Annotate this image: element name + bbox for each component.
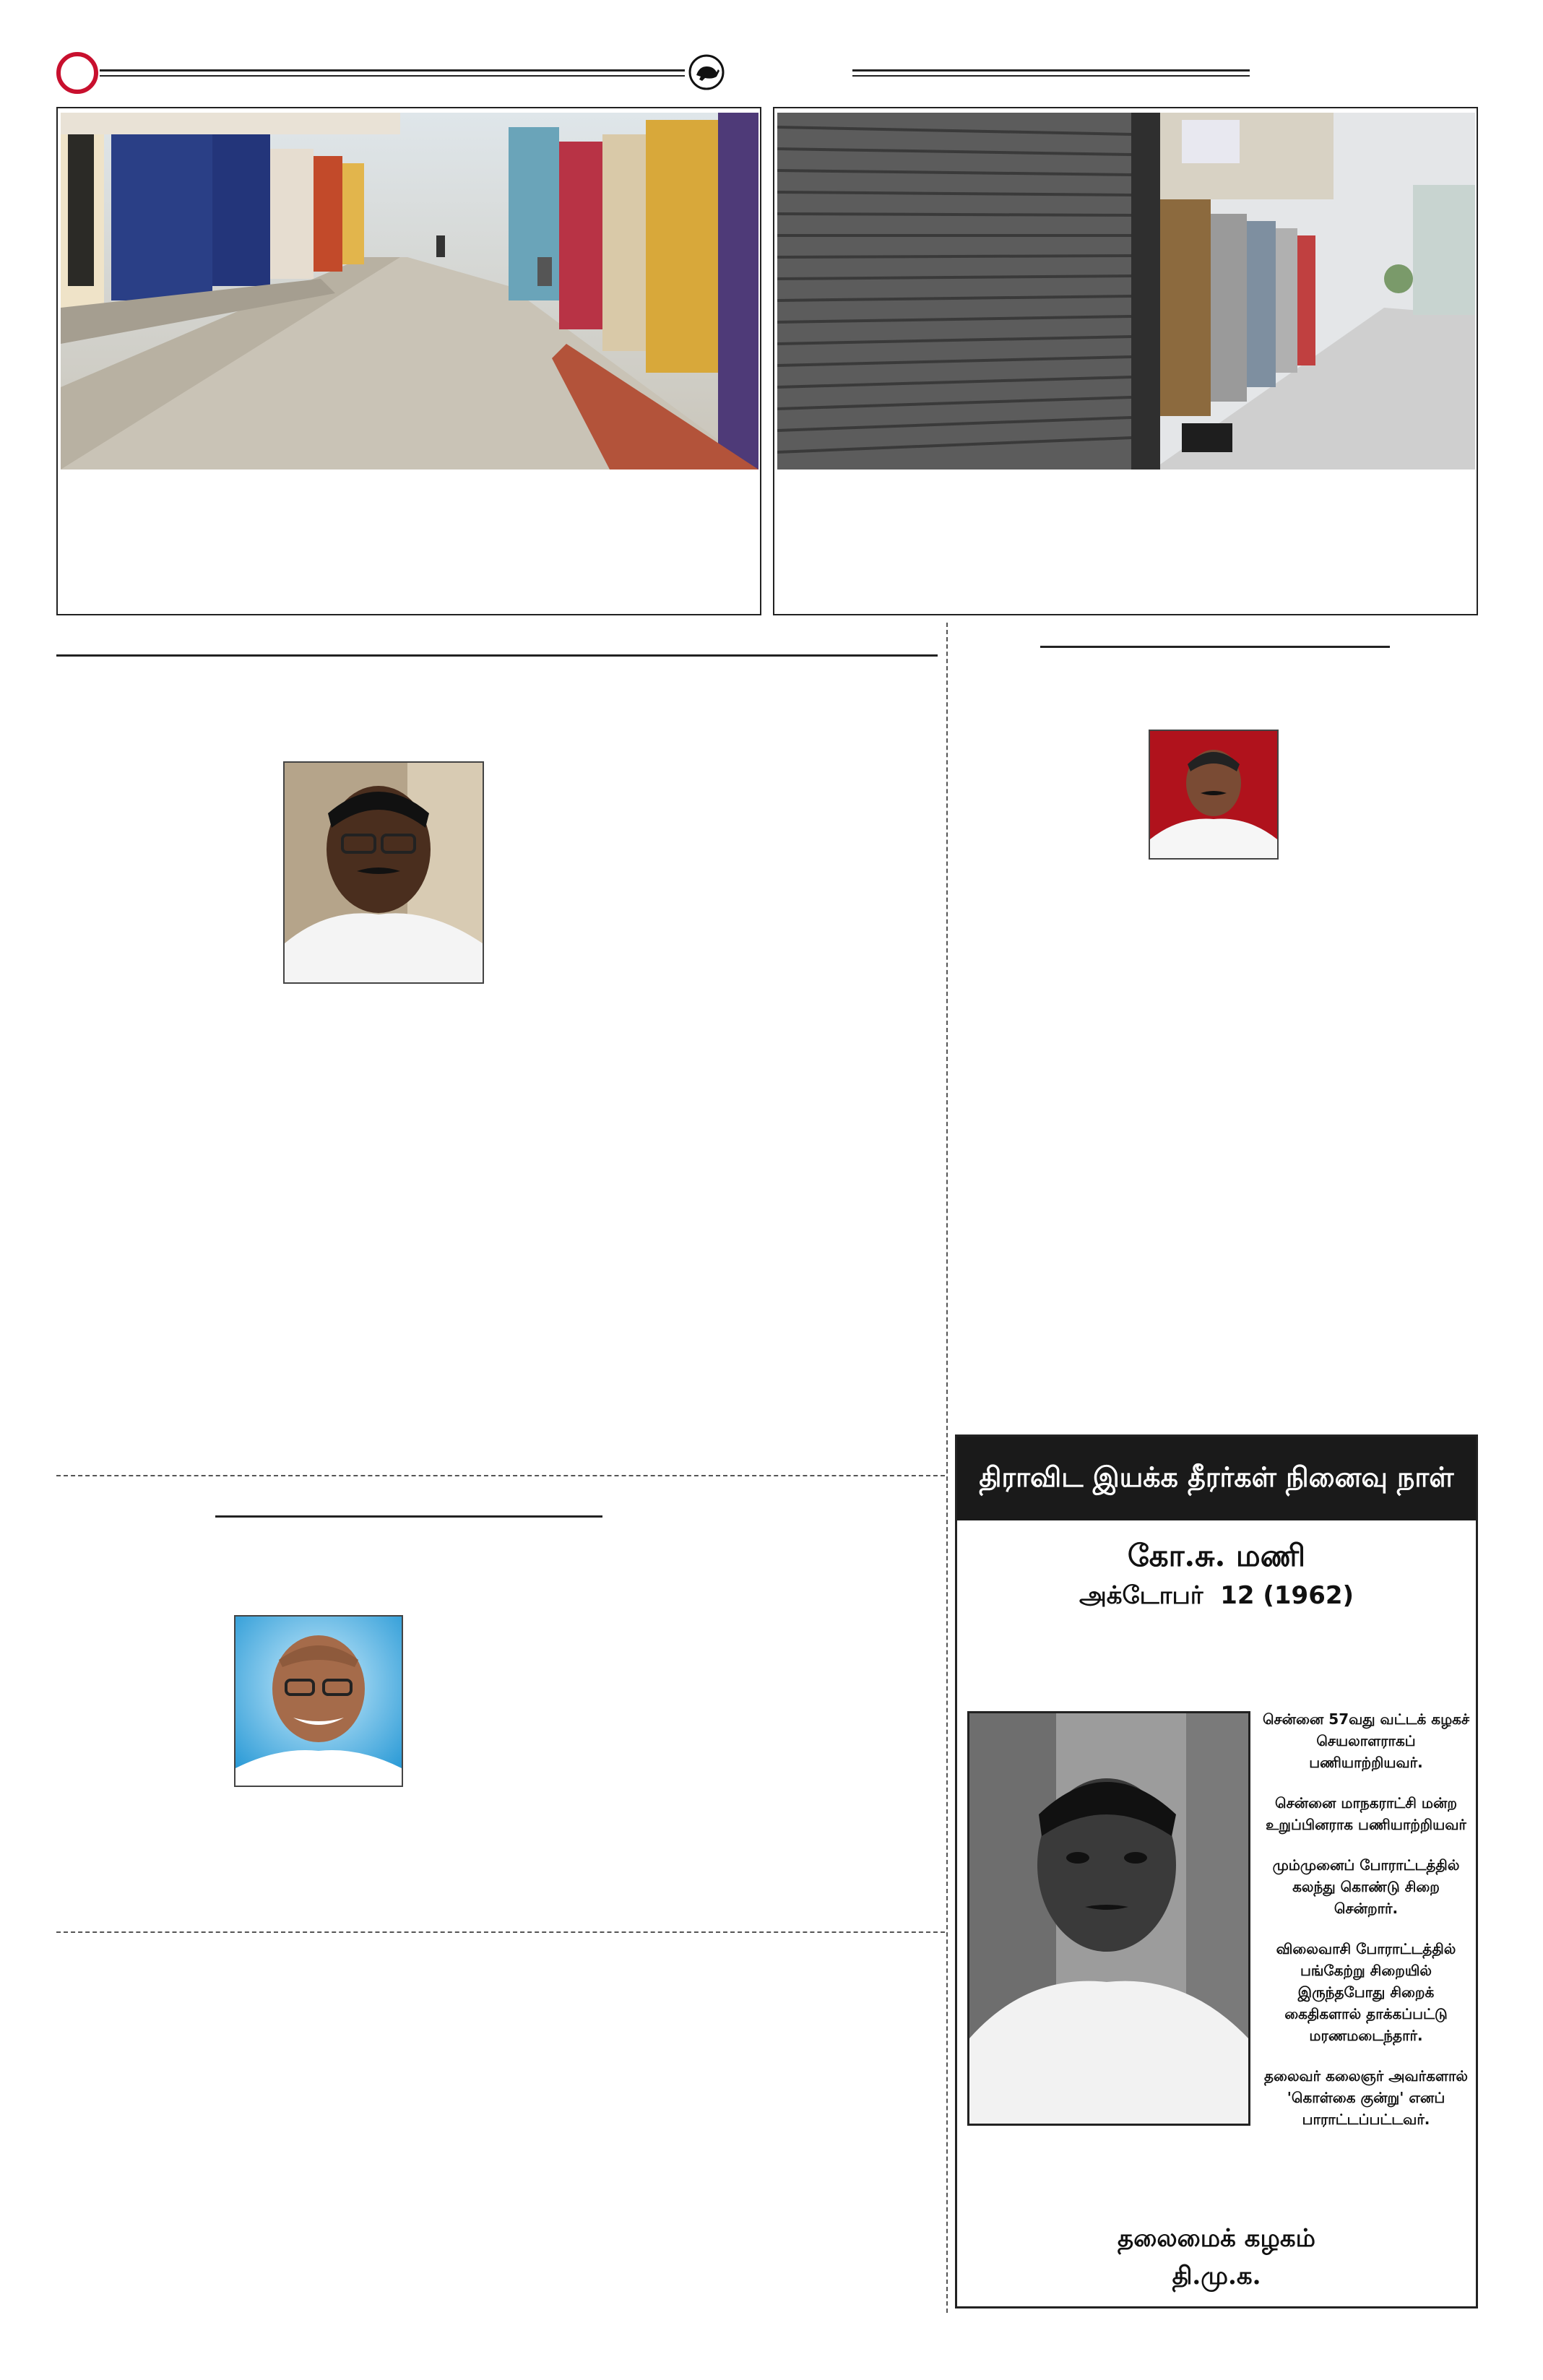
section-divider-1 bbox=[56, 1475, 945, 1476]
tribute-fact-2: சென்னை மாநகராட்சி மன்ற உறுப்பினராக பணியாற்றியவர் bbox=[1266, 1794, 1466, 1833]
portrait-man-glasses bbox=[283, 761, 484, 984]
bull-emblem-icon bbox=[688, 53, 725, 91]
section-divider-2 bbox=[56, 1931, 945, 1933]
header-ring-icon bbox=[56, 52, 98, 94]
tribute-portrait bbox=[967, 1711, 1250, 2126]
tribute-banner-text: திராவிட இயக்க தீரர்கள் நினைவு நாள் bbox=[979, 1460, 1454, 1493]
header-rule-left-under bbox=[100, 75, 685, 77]
closed-shutters-street-photo bbox=[777, 113, 1475, 469]
tribute-fact-5: தலைவர் கலைஞர் அவர்களால் 'கொள்கை குன்று' எனப் பாராட்டப்பட்டவர். bbox=[1263, 2067, 1469, 2128]
header-rule-left bbox=[100, 69, 685, 72]
header-rule-right bbox=[852, 69, 1250, 72]
closed-shops-street-photo bbox=[61, 113, 758, 469]
tribute-name: கோ.சு. மணி bbox=[1127, 1538, 1306, 1573]
tribute-footer-2: தி.மு.க. bbox=[1172, 2262, 1261, 2290]
tribute-fact-1: சென்னை 57வது வட்டக் கழகச் செயலாளராகப் பணியாற்றியவர். bbox=[1262, 1710, 1470, 1771]
tribute-fact-3: மும்முனைப் போராட்டத்தில் கலந்து கொண்டு சிறை சென்றார். bbox=[1272, 1856, 1460, 1917]
portrait-man-blue-background bbox=[234, 1615, 403, 1787]
column-divider bbox=[946, 623, 948, 2313]
portrait-man-red-background bbox=[1149, 730, 1279, 860]
section-rule-right bbox=[1040, 646, 1390, 648]
tribute-fact-4: விலைவாசி போராட்டத்தில் பங்கேற்று சிறையில் இருந்தபோது சிறைக் கைதிகளால் தாக்கப்பட்டு மரணமடைந்தார். bbox=[1276, 1940, 1456, 2044]
section-rule-left bbox=[56, 654, 938, 657]
tribute-footer-1: தலைமைக் கழகம் bbox=[1118, 2224, 1315, 2253]
section-rule-lower bbox=[215, 1515, 602, 1518]
tribute-banner bbox=[957, 1437, 1476, 1520]
tribute-date: அக்டோபர் 12 (1962) bbox=[1079, 1581, 1354, 1610]
photo-box-right bbox=[773, 107, 1478, 615]
header-rule-right-under bbox=[852, 75, 1250, 77]
photo-box-left bbox=[56, 107, 761, 615]
tribute-box bbox=[955, 1435, 1478, 2308]
tribute-facts bbox=[1259, 1708, 1473, 2149]
